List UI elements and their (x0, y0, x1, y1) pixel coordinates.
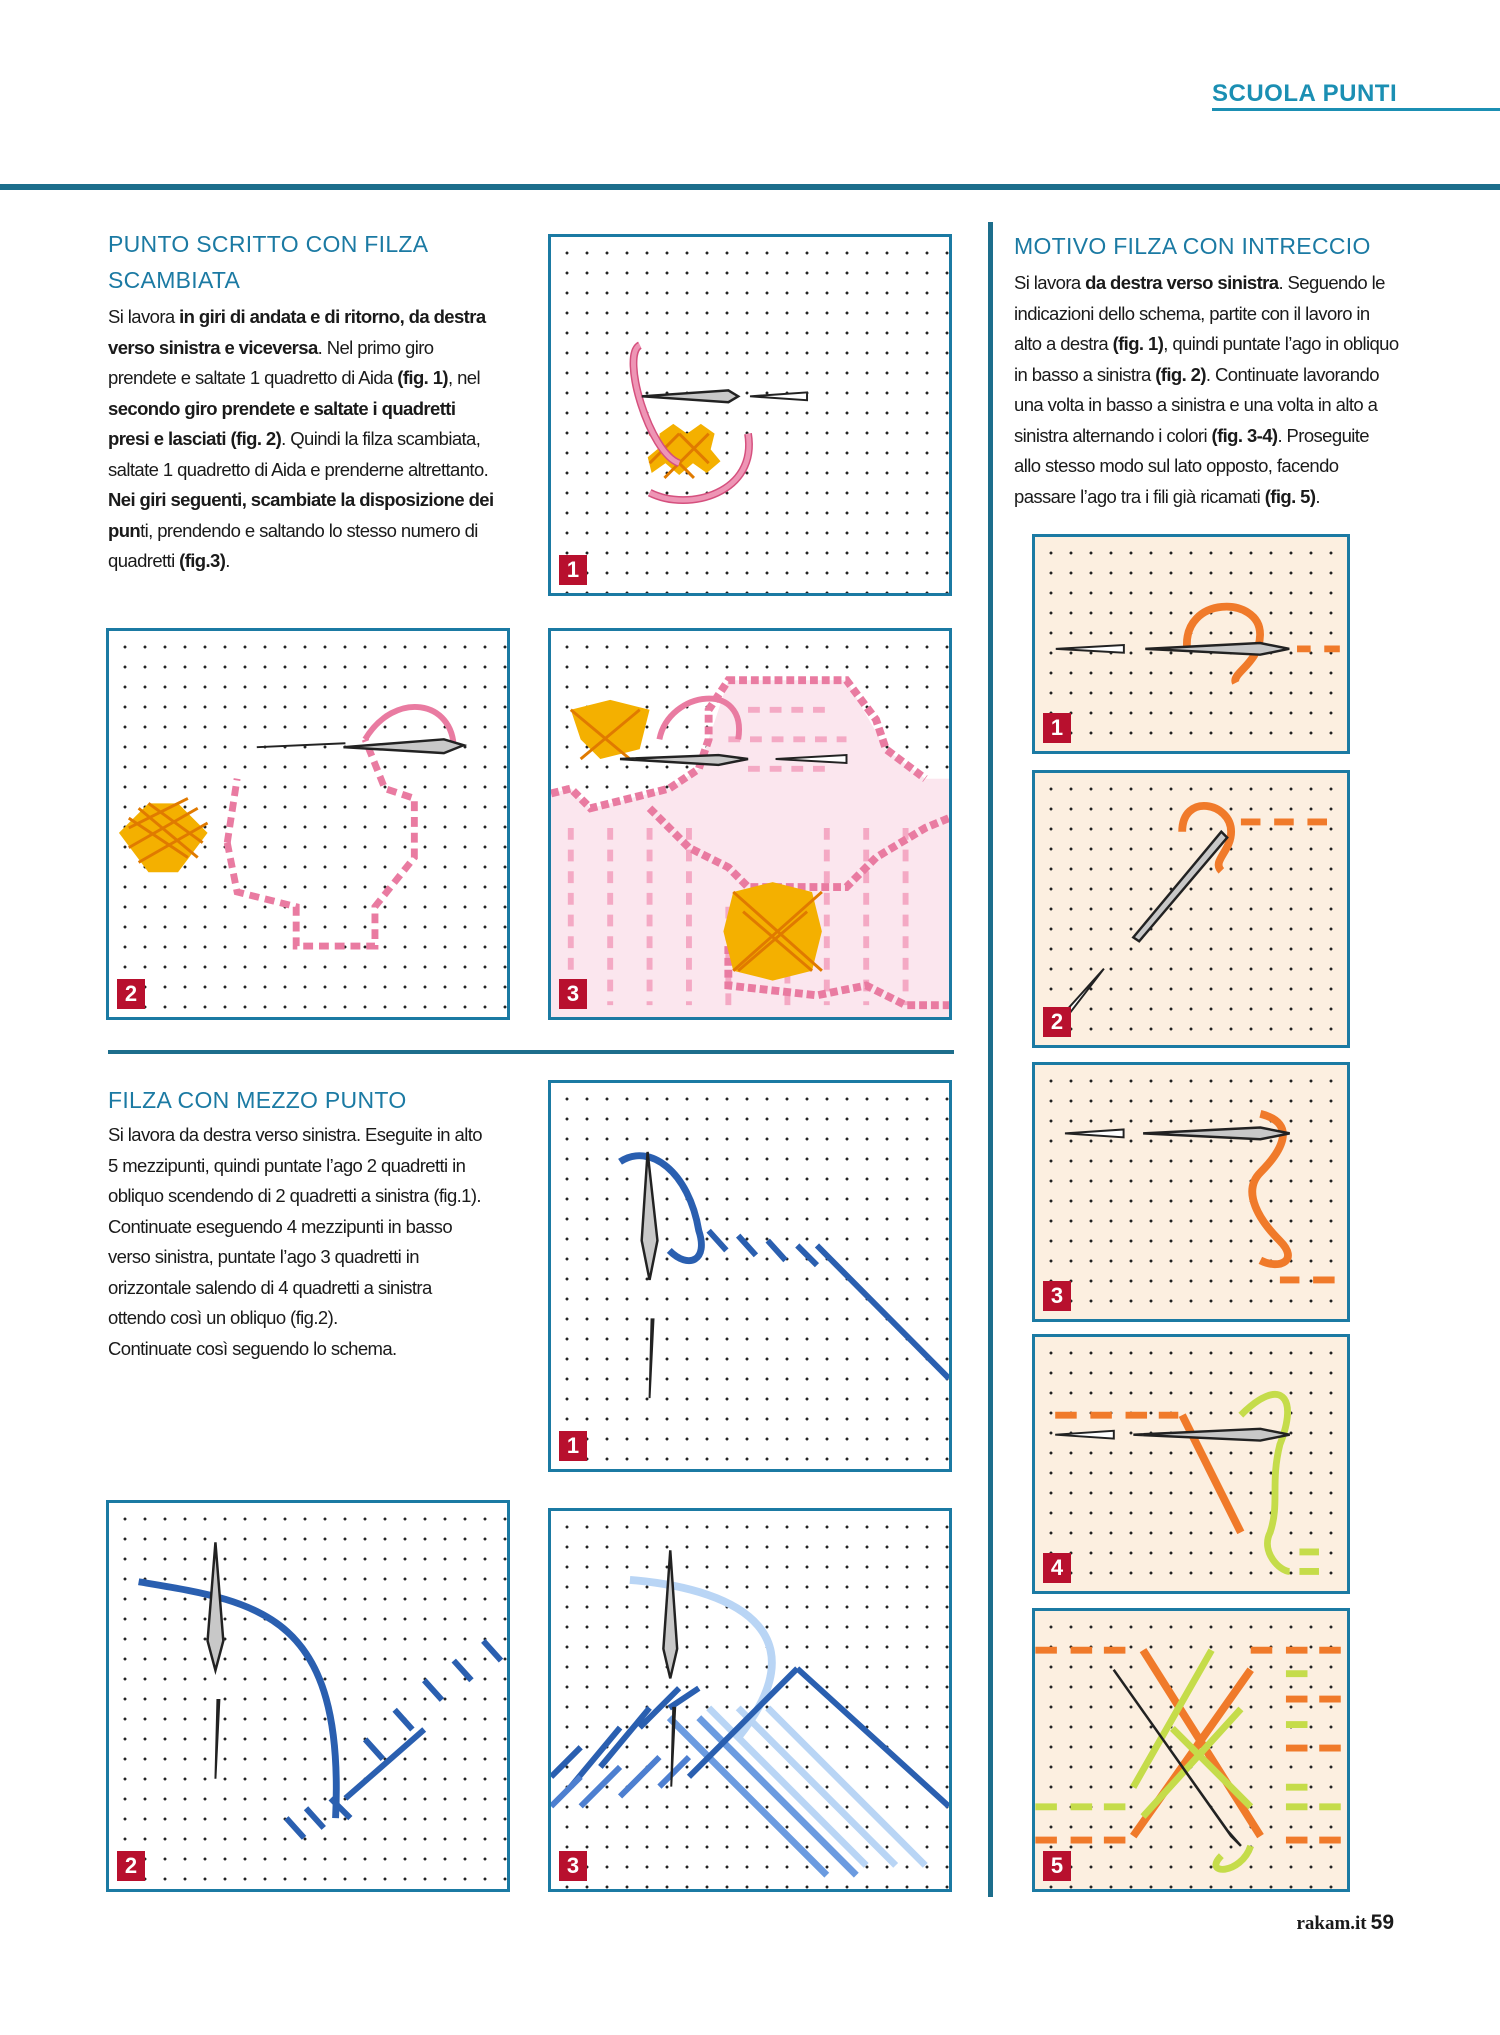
site-name: rakam.it (1296, 1913, 1367, 1934)
figure-number-badge: 2 (117, 979, 145, 1009)
figure-s1-2 (106, 628, 510, 1020)
figure-s2-2 (106, 1500, 510, 1892)
section-title: FILZA CON MEZZO PUNTO (108, 1087, 407, 1113)
figure-s1-1 (548, 234, 952, 596)
page-footer (1296, 1911, 1394, 1935)
section-body: Si lavora da destra verso sinistra. Seguendo le indicazioni dello schema, partite con il lavoro in alto a destra (fig. 1), quindi puntate l’ago in obliquo in basso a sinistra (fig. 2). Continuate lavorando una volta in basso a sinistra e una volta in alto a sinistra alternando i colori (fig. 3-4). Proseguite allo stesso modo sul lato opposto, facendo passare l’ago tra i fili già ricamati (fig. 5). (1014, 272, 1399, 507)
figure-s3-2 (1032, 770, 1350, 1048)
figure-number-badge: 3 (559, 979, 587, 1009)
figure-number-badge: 1 (1043, 713, 1071, 743)
section-title: PUNTO SCRITTO CON FILZA SCAMBIATA (108, 231, 429, 293)
section-body: Si lavora da destra verso sinistra. Eseguite in alto 5 mezzipunti, quindi puntate l’ago 2 quadretti in obliquo scendendo di 2 quadretti a sinistra (fig.1). Continuate eseguendo 4 mezzipunti in basso verso sinistra, puntate l’ago 3 quadretti in orizzontale salendo di 4 quadretti a sinistra ottendo così un obliquo (fig.2). Continuate così seguendo lo schema. (108, 1124, 482, 1359)
section-header: SCUOLA PUNTI (1212, 80, 1398, 107)
section-title: MOTIVO FILZA CON INTRECCIO (1014, 233, 1371, 259)
figure-s2-1 (548, 1080, 952, 1472)
figure-s3-3 (1032, 1062, 1350, 1322)
section-divider (108, 1050, 954, 1054)
figure-s3-4 (1032, 1334, 1350, 1594)
stitch-diagram (551, 1083, 949, 1469)
figure-number-badge: 5 (1043, 1851, 1071, 1881)
figure-number-badge: 3 (559, 1851, 587, 1881)
figure-number-badge: 1 (559, 1431, 587, 1461)
stitch-diagram (109, 631, 507, 1017)
section-body: Si lavora in giri di andata e di ritorno, da destra verso sinistra e viceversa. Nel primo giro prendete e saltate 1 quadretto di Aida (fig. 1), nel secondo giro prendete e saltate i quadretti presi e lasciati (fig. 2). Quindi la filza scambiata, saltate 1 quadretto di Aida e prenderne altrettanto. Nei giri seguenti, scambiate la disposizione dei punti, prendendo e saltando lo stesso numero di quadretti (fig.3). (108, 306, 494, 571)
figure-number-badge: 2 (1043, 1007, 1071, 1037)
stitch-diagram (1035, 537, 1347, 751)
stitch-diagram (109, 1503, 507, 1889)
section-filza-mezzo-punto (108, 1082, 528, 1364)
figure-number-badge: 1 (559, 555, 587, 585)
figure-number-badge: 3 (1043, 1281, 1071, 1311)
section-motivo-filza (1014, 228, 1404, 512)
stitch-diagram (1035, 1065, 1347, 1319)
header-underline (1212, 108, 1500, 111)
stitch-diagram (551, 237, 949, 593)
page-number: 59 (1370, 1911, 1394, 1934)
stitch-diagram (551, 1511, 949, 1889)
column-divider (988, 222, 993, 1897)
figure-s3-5 (1032, 1608, 1350, 1892)
section-punto-scritto (108, 226, 528, 577)
figure-number-badge: 2 (117, 1851, 145, 1881)
stitch-diagram (1035, 773, 1347, 1045)
stitch-diagram (1035, 1611, 1347, 1889)
figure-s1-3 (548, 628, 952, 1020)
figure-number-badge: 4 (1043, 1553, 1071, 1583)
figure-s2-3 (548, 1508, 952, 1892)
figure-s3-1 (1032, 534, 1350, 754)
top-divider (0, 184, 1500, 190)
stitch-diagram (551, 631, 949, 1017)
stitch-diagram (1035, 1337, 1347, 1591)
